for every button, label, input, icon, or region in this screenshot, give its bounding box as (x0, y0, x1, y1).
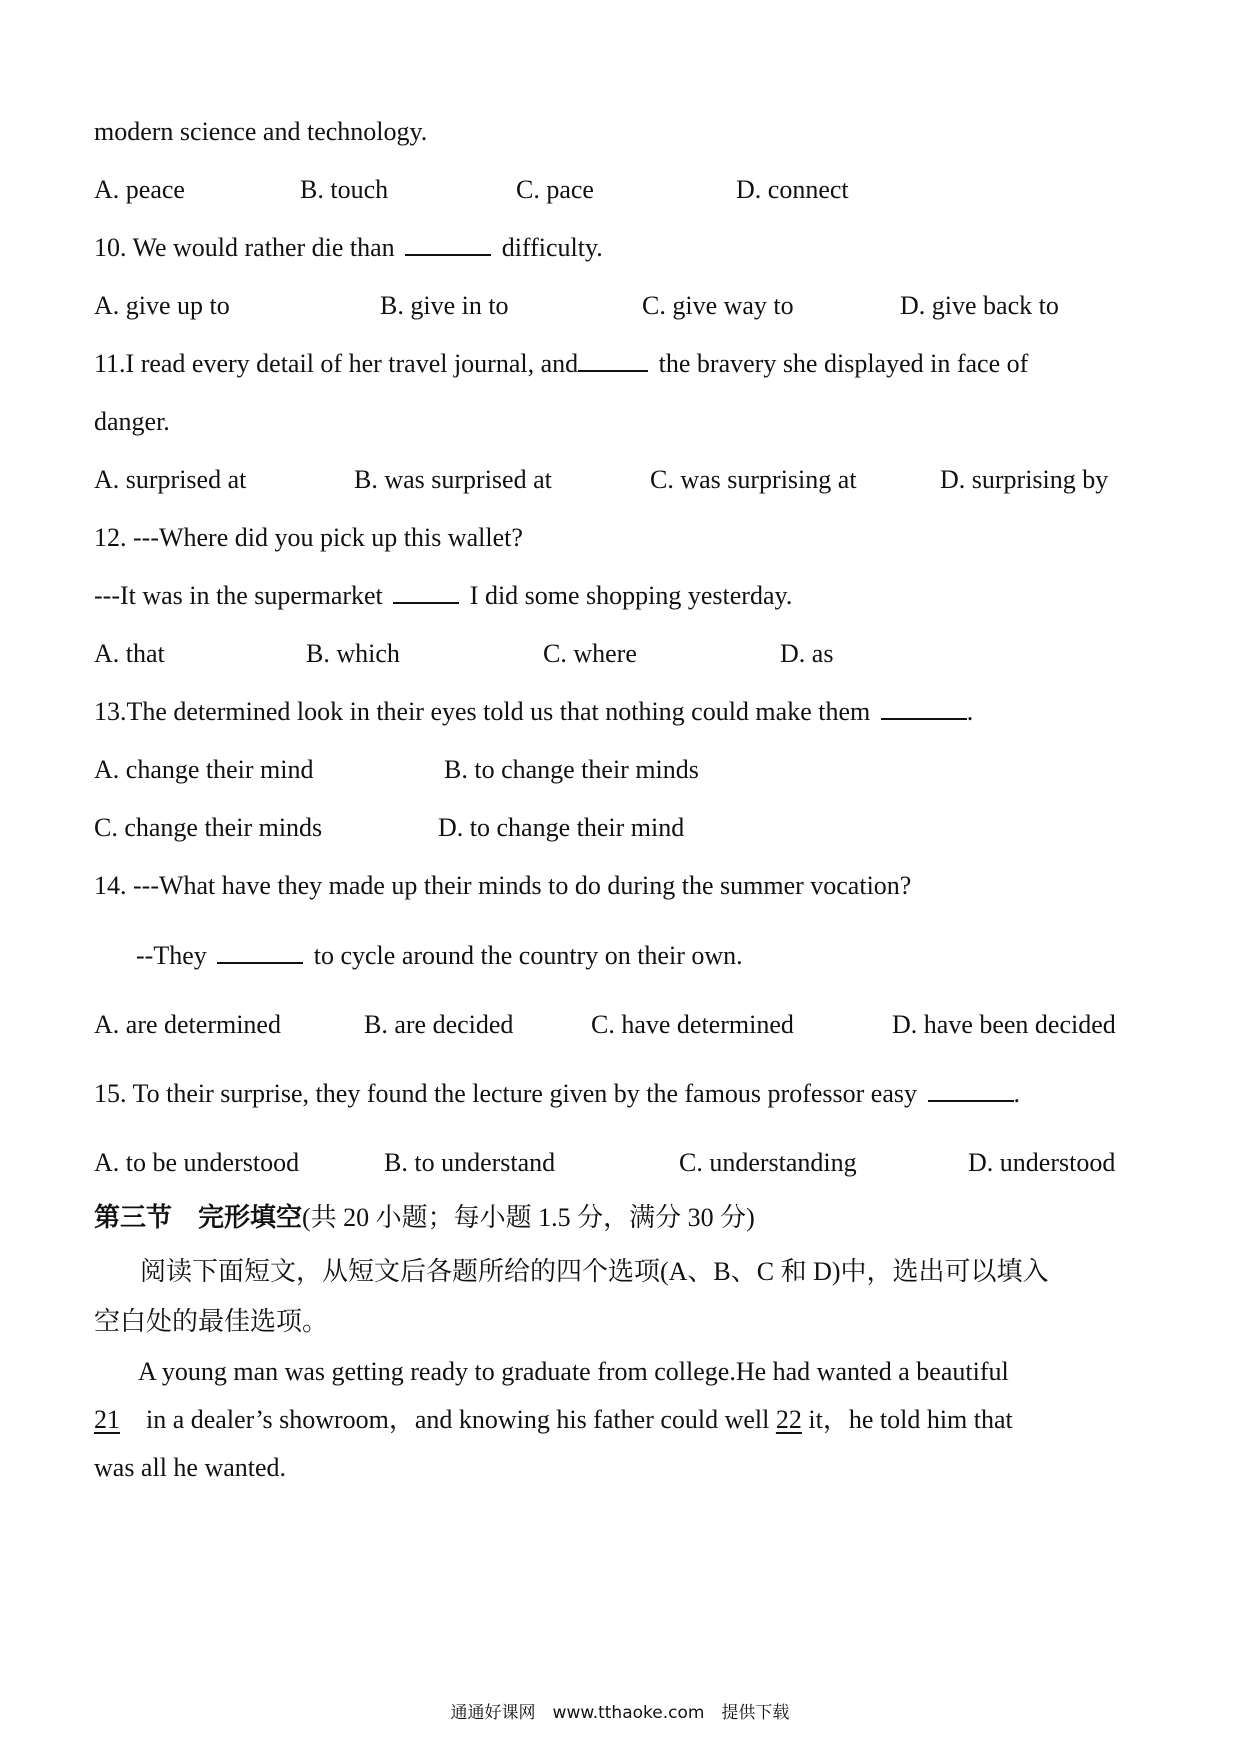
q15-option-d: D. understood (968, 1148, 1116, 1177)
q15-stem (94, 1078, 1020, 1110)
q14-option-d: D. have been decided (892, 1010, 1116, 1039)
q10-option-a: A. give up to (94, 291, 230, 320)
q15-option-c: C. understanding (679, 1148, 857, 1177)
q9-option-a: A. peace (94, 175, 185, 204)
q12-option-d: D. as (780, 639, 834, 668)
q13-blank (881, 696, 967, 720)
q10-stem (94, 232, 603, 264)
q9-option-b: B. touch (300, 175, 389, 204)
q15-blank (928, 1078, 1014, 1102)
q11-option-c: C. was surprising at (650, 465, 857, 494)
q13-option-a: A. change their mind (94, 755, 314, 784)
q13-stem-before: 13.The determined look in their eyes told us that nothing could make them (94, 697, 871, 726)
q12-blank (393, 580, 459, 604)
q13-option-b: B. to change their minds (444, 755, 699, 784)
q14-reply-before: --They (136, 941, 207, 970)
q10-stem-before: 10. We would rather die than (94, 233, 395, 262)
passage-line3: was all he wanted. (94, 1453, 287, 1482)
q12-stem: 12. ---Where did you pick up this wallet? (94, 523, 523, 552)
section3-heading-rest: (共 20 小题；每小题 1.5 分，满分 30 分) (302, 1203, 755, 1232)
q13-option-c: C. change their minds (94, 813, 323, 842)
q11-option-d: D. surprising by (940, 465, 1109, 494)
q11-blank (578, 348, 648, 372)
q12-option-c: C. where (543, 639, 637, 668)
q11-stem (94, 348, 1028, 380)
passage-line2-end: it，he told him that (808, 1405, 1013, 1434)
q10-option-d: D. give back to (900, 291, 1059, 320)
q10-option-b: B. give in to (380, 291, 509, 320)
page-footer: 通通好课网 www.tthaoke.com 提供下载 (450, 1703, 790, 1723)
q14-option-c: C. have determined (591, 1010, 794, 1039)
q15-option-b: B. to understand (384, 1148, 556, 1177)
q11-stem-line2: danger. (94, 407, 170, 436)
q10-stem-after: difficulty. (501, 233, 603, 262)
q15-option-a: A. to be understood (94, 1148, 300, 1177)
q9-option-d: D. connect (736, 175, 849, 204)
q12-option-b: B. which (306, 639, 400, 668)
q12-option-a: A. that (94, 639, 165, 668)
blank-22: 22 (775, 1405, 802, 1434)
blank-21: 21 (94, 1405, 120, 1434)
q14-stem: 14. ---What have they made up their minds to do during the summer vocation? (94, 871, 912, 900)
passage-line2 (94, 1404, 1013, 1436)
q9-option-c: C. pace (516, 175, 594, 204)
q13-option-d: D. to change their mind (438, 813, 685, 842)
passage-line1: A young man was getting ready to graduate from college.He had wanted a beautiful (138, 1357, 1009, 1386)
q13-stem-after: . (966, 697, 974, 726)
q14-option-b: B. are decided (364, 1010, 514, 1039)
q14-blank (217, 940, 303, 964)
q12-reply (94, 580, 792, 612)
q14-option-a: A. are determined (94, 1010, 281, 1039)
q12-reply-before: ---It was in the supermarket (94, 581, 383, 610)
section3-heading-bold: 第三节 完形填空 (94, 1203, 303, 1232)
q11-stem-before: 11.I read every detail of her travel journal, and (94, 349, 579, 378)
q9-stem-end: modern science and technology. (94, 117, 428, 146)
q11-stem-after: the bravery she displayed in face of (658, 349, 1029, 378)
q14-reply (136, 940, 743, 972)
q10-option-c: C. give way to (642, 291, 794, 320)
q12-reply-after: I did some shopping yesterday. (469, 581, 793, 610)
q10-blank (405, 232, 491, 256)
section3-heading (94, 1202, 755, 1234)
q11-option-b: B. was surprised at (354, 465, 552, 494)
q11-option-a: A. surprised at (94, 465, 247, 494)
section3-instruction-line1: 阅读下面短文，从短文后各题所给的四个选项(A、B、C 和 D)中，选出可以填入 (140, 1257, 1049, 1286)
q14-reply-after: to cycle around the country on their own. (313, 941, 743, 970)
q15-stem-before: 15. To their surprise, they found the lecture given by the famous professor easy (94, 1079, 917, 1108)
passage-line2-mid: in a dealer’s showroom，and knowing his father could well (146, 1405, 770, 1434)
q13-stem (94, 696, 973, 728)
section3-instruction-line2: 空白处的最佳选项。 (94, 1307, 329, 1336)
q15-stem-after: . (1013, 1079, 1020, 1108)
